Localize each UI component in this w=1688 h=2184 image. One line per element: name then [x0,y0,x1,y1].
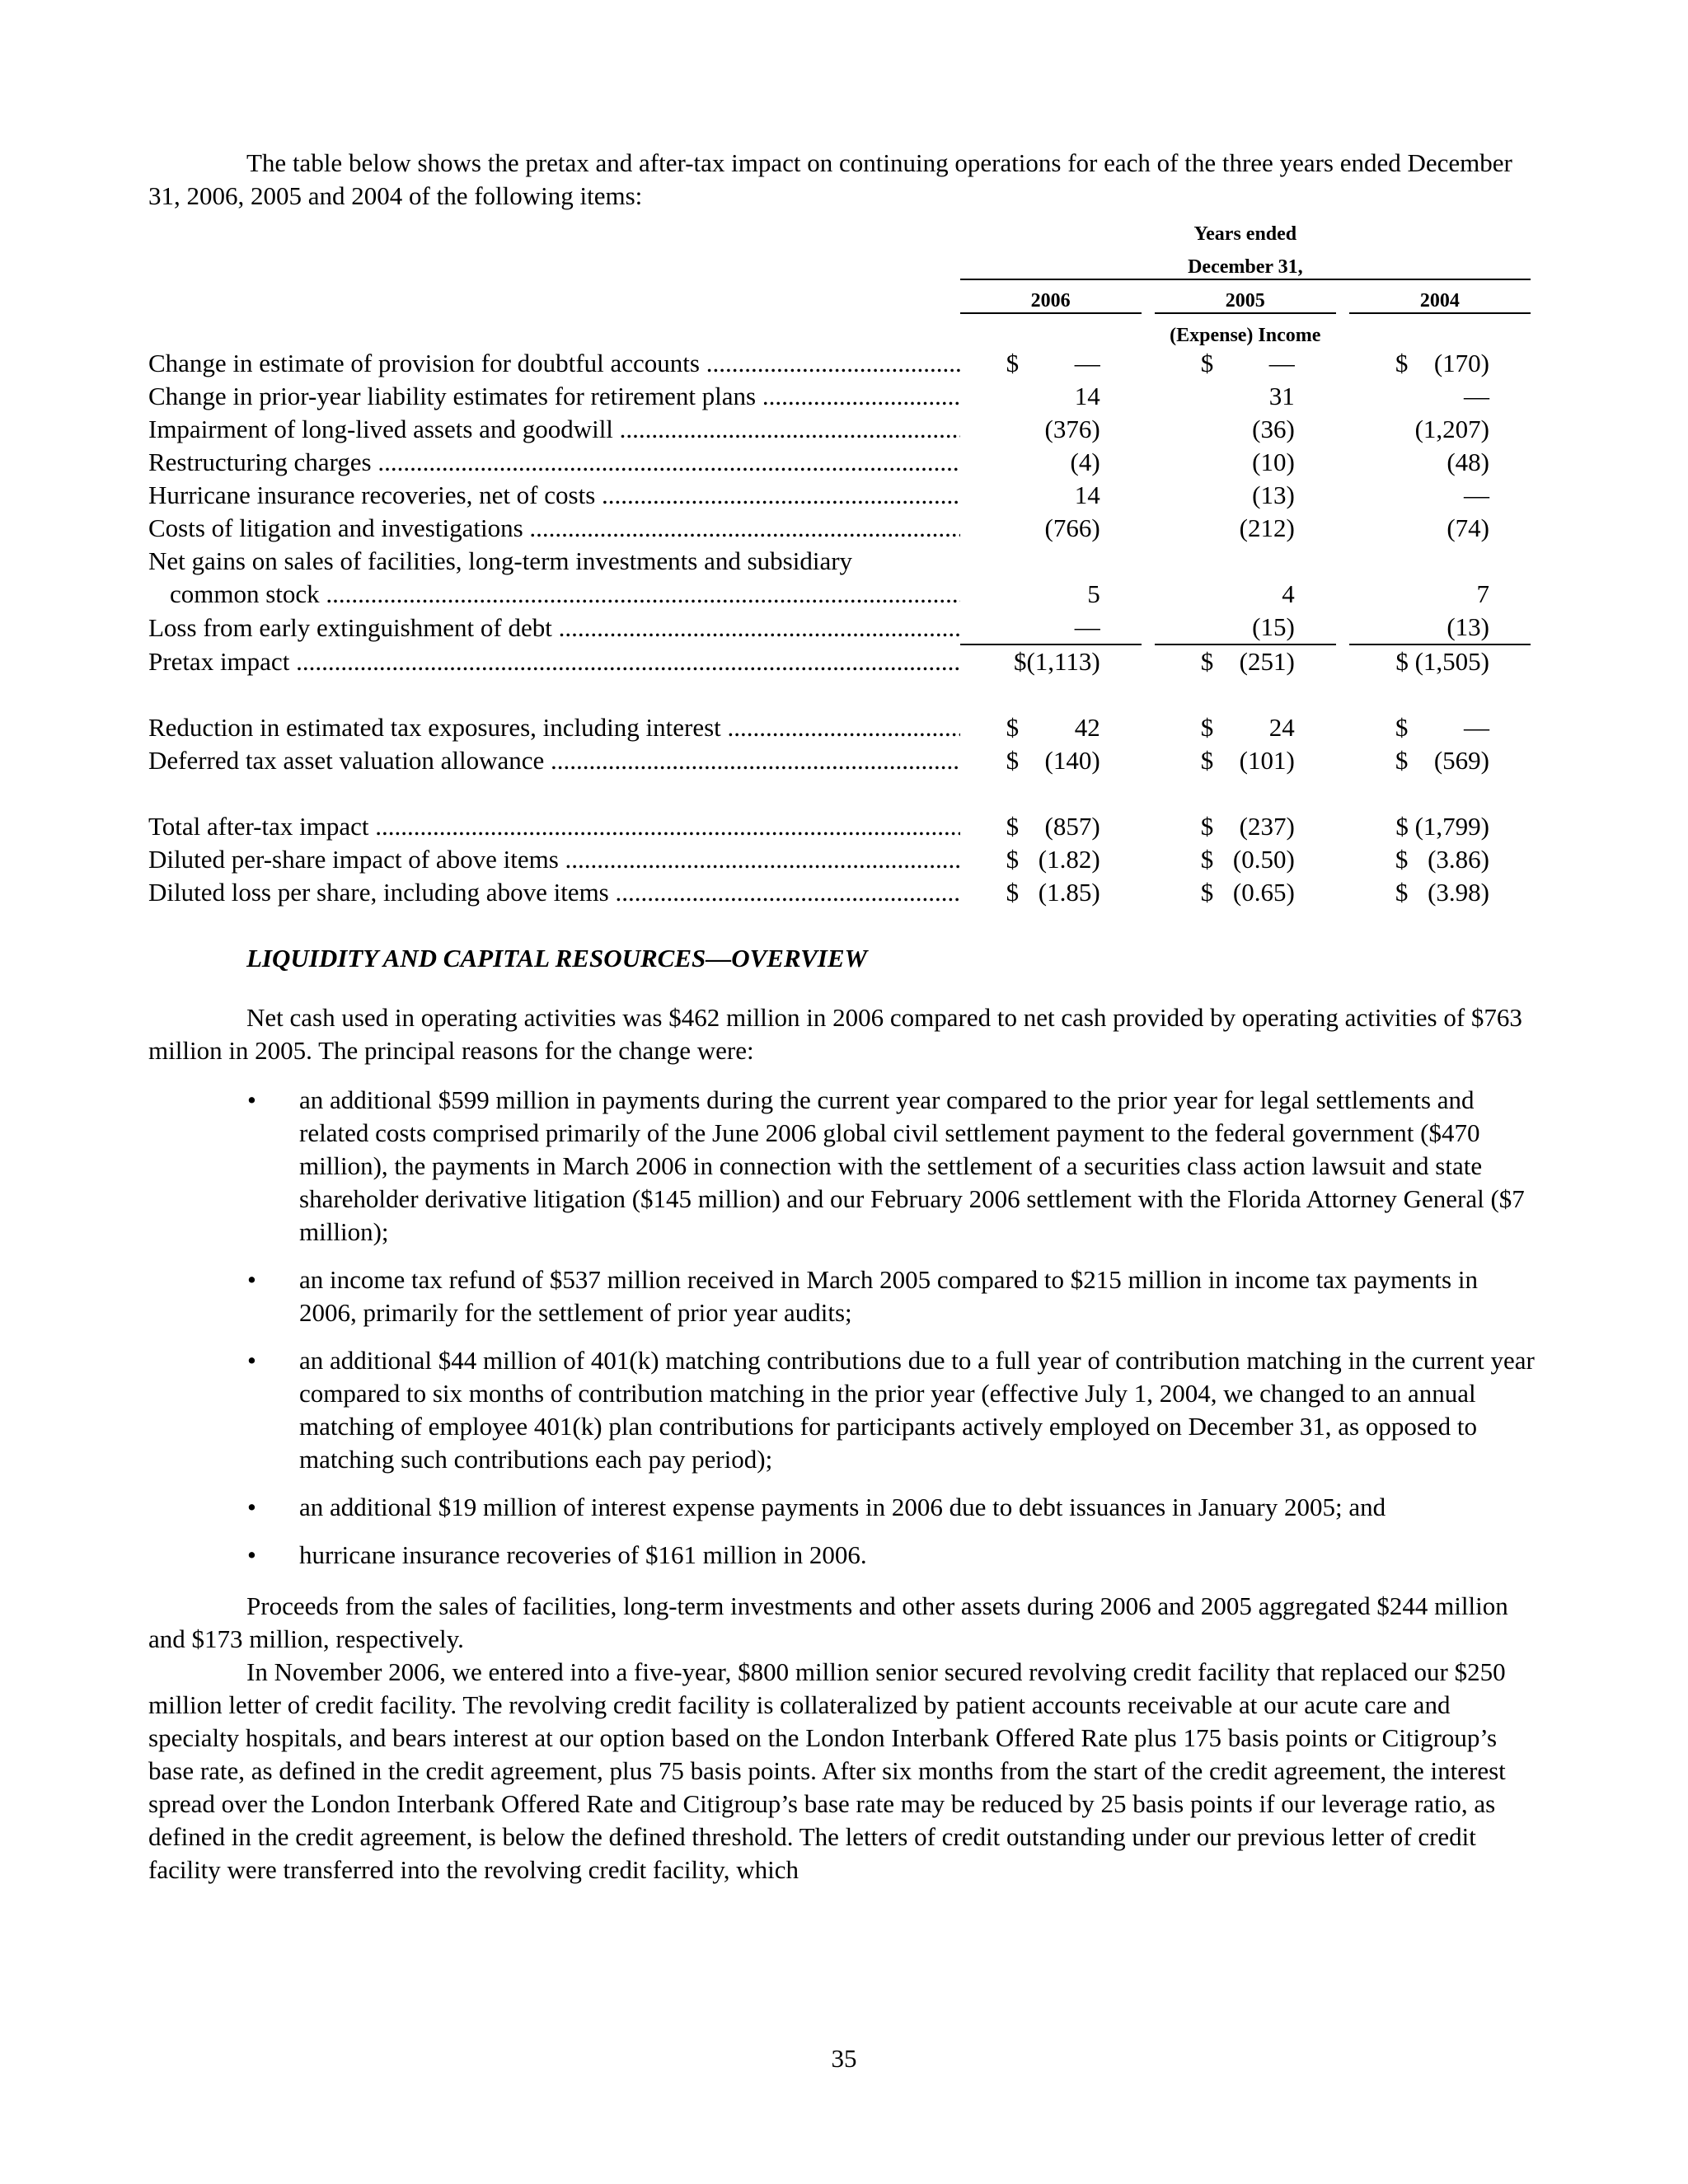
bullet-icon: • [247,1540,256,1569]
value-number: (101) [1239,746,1295,775]
value-number: — [1464,713,1489,742]
value-number: (36) [1252,415,1295,443]
value-number: (376) [1044,415,1100,443]
currency-symbol: $ [1395,746,1409,775]
value-cell [1349,711,1531,744]
row-label [148,711,960,744]
dot-leader [700,349,960,377]
table-row [148,611,1531,644]
row-label-text: Restructuring charges [148,448,372,476]
dot-leader [609,878,960,907]
table-row [148,644,1531,678]
row-label [148,744,960,777]
value-cell [960,843,1142,876]
row-label [148,810,960,843]
list-item-text: an additional $19 million of interest expense payments in 2006 due to debt issuances in January 2005; and [299,1493,1386,1521]
value-cell [960,380,1142,413]
value-cell [1349,512,1531,545]
value-number: 24 [1268,713,1295,742]
row-label-text: Pretax impact [148,647,290,676]
dot-leader [320,579,960,608]
list-item [247,1539,1541,1572]
row-label-text: Impairment of long-lived assets and goodwill [148,415,613,443]
table-row [148,843,1531,876]
dot-leader [756,382,960,410]
row-label [148,512,960,545]
value-cell [1155,810,1336,843]
group-header-line2: December 31, [960,246,1531,279]
value-number: (13) [1447,612,1489,641]
row-label [148,578,960,611]
value-cell [960,711,1142,744]
table-row [148,413,1531,446]
intro-paragraph: The table below shows the pretax and after-tax impact on continuing operations for each of the three years ended December 31, 2006, 2005 and 2004 of the following items: [148,148,1512,210]
document-page [148,147,1541,1886]
year-header: 2005 [1155,279,1336,313]
value-cell [960,578,1142,611]
value-number: (1.82) [1038,845,1100,874]
value-number: (237) [1239,812,1295,841]
value-number: 42 [1074,713,1100,742]
row-label-text: Change in estimate of provision for doubtful accounts [148,349,700,377]
group-header-line1: Years ended [1193,223,1297,245]
value-number: (15) [1252,612,1295,641]
currency-symbol: $ [1200,878,1214,907]
table-row [148,347,1531,380]
bullet-icon: • [247,1265,256,1294]
row-label-line1: Net gains on sales of facilities, long-term investments and subsidiary [148,546,853,575]
value-cell [1155,744,1336,777]
value-number: (857) [1044,812,1100,841]
cash-flow-paragraph: Net cash used in operating activities was $462 million in 2006 compared to net cash provided by operating activities of $763 million in 2005. The principal reasons for the change were: [148,1003,1522,1065]
value-number: (3.86) [1428,845,1489,874]
value-cell [1155,711,1336,744]
value-cell [1155,512,1336,545]
row-label [148,347,960,380]
value-number: (0.65) [1232,878,1295,907]
list-item-text: an income tax refund of $537 million received in March 2005 compared to $215 million in income tax payments in 2006, primarily for the settlement of prior year audits; [299,1265,1478,1327]
value-number: (48) [1447,448,1489,476]
list-item [247,1263,1541,1329]
value-cell [960,810,1142,843]
value-cell [1155,413,1336,446]
currency-symbol: $ [1006,713,1020,742]
reasons-list [148,1084,1541,1572]
value-cell [1349,413,1531,446]
value-number: — [1268,349,1295,377]
row-label [148,843,960,876]
value-number: 14 [1074,480,1100,509]
value-cell [1155,479,1336,512]
dot-leader [368,812,959,841]
value-number: (251) [1239,647,1295,676]
table-row [148,876,1531,909]
value-number: — [1074,349,1100,377]
dot-leader [721,713,960,742]
value-number: (4) [1070,448,1100,476]
bullet-icon: • [247,1493,256,1521]
value-number: — [1464,480,1489,509]
value-number: $ (1,799) [1395,812,1489,841]
value-cell [1349,876,1531,909]
value-number: (170) [1433,349,1489,377]
currency-symbol: $ [1006,746,1020,775]
value-cell [960,644,1142,678]
value-number: — [1464,382,1489,410]
value-number: — [1074,612,1100,641]
value-cell [960,347,1142,380]
value-cell [960,413,1142,446]
credit-facility-paragraph: In November 2006, we entered into a five-year, $800 million senior secured revolving credit facility that replaced our $250 million letter of credit facility. The revolving credit facility is collateralized by patient accounts receivable at our acute care and specialty hospitals, and bears interest at our option based on the London Interbank Offered Rate plus 175 basis points or Citigroup’s base rate, as defined in the credit agreement, plus 75 basis points. After six months from the start of the credit agreement, the interest spread over the London Interbank Offered Rate and Citigroup’s base rate may be reduced by 25 basis points if our leverage ratio, as defined in the credit agreement, is below the defined threshold. The letters of credit outstanding under our previous letter of credit facility were transferred into the revolving credit facility, which [148,1657,1506,1884]
currency-symbol: $ [1006,845,1020,874]
dot-leader [559,845,960,874]
dot-leader [595,480,959,509]
value-cell [960,744,1142,777]
bullet-icon: • [247,1085,256,1114]
value-number: (1.85) [1038,878,1100,907]
row-label [148,380,960,413]
currency-symbol: $ [1395,713,1409,742]
row-label-text: common stock [170,579,320,608]
table-body [148,347,1531,909]
list-item [247,1344,1541,1476]
value-number: (569) [1433,746,1489,775]
year-header: 2006 [960,279,1142,313]
currency-symbol: $ [1200,845,1214,874]
value-cell [1349,479,1531,512]
row-label-text: Change in prior-year liability estimates for retirement plans [148,382,757,410]
row-label-text: Hurricane insurance recoveries, net of costs [148,480,596,509]
value-cell [960,876,1142,909]
table-row [148,744,1531,777]
page-number: 35 [831,2044,857,2073]
value-number: (140) [1044,746,1100,775]
section-title: LIQUIDITY AND CAPITAL RESOURCES—OVERVIEW [246,944,868,972]
value-cell [960,479,1142,512]
currency-symbol: $ [1395,878,1409,907]
currency-symbol: $ [1395,349,1409,377]
year-header: 2004 [1349,279,1531,313]
value-cell [1349,380,1531,413]
table-row [148,380,1531,413]
value-cell [1155,611,1336,644]
row-label [148,611,960,644]
value-cell [1349,347,1531,380]
list-item-text: hurricane insurance recoveries of $161 million in 2006. [299,1540,867,1569]
row-label-text: Reduction in estimated tax exposures, including interest [148,713,721,742]
table-row [148,512,1531,545]
row-label-text: Deferred tax asset valuation allowance [148,746,545,775]
currency-symbol: $ [1006,812,1020,841]
bullet-icon: • [247,1346,256,1375]
row-label [148,876,960,909]
value-cell [1349,744,1531,777]
value-number: (74) [1447,513,1489,542]
list-item [247,1084,1541,1249]
proceeds-paragraph: Proceeds from the sales of facilities, long-term investments and other assets during 2006 and 2005 aggregated $244 million and $173 million, respectively. [148,1591,1508,1653]
value-number: 14 [1074,382,1100,410]
value-number: 31 [1268,382,1295,410]
currency-symbol: $ [1395,845,1409,874]
dot-leader [552,613,960,642]
currency-symbol: $ [1200,746,1214,775]
currency-symbol: $ [1200,812,1214,841]
value-number: (212) [1239,513,1295,542]
value-cell [960,611,1142,644]
row-label-text: Diluted loss per share, including above items [148,878,609,907]
value-cell [1349,578,1531,611]
value-number: (10) [1252,448,1295,476]
row-label [148,446,960,479]
value-number: $ (1,505) [1395,647,1489,676]
currency-symbol: $ [1200,647,1214,676]
currency-symbol: $ [1200,713,1214,742]
row-label-text: Total after-tax impact [148,812,369,841]
row-label-text: Loss from early extinguishment of debt [148,613,552,642]
value-number: 4 [1282,579,1295,608]
value-number: 5 [1087,579,1100,608]
dot-leader [523,513,960,542]
row-label [148,479,960,512]
spacer-row [148,777,1531,810]
row-label [148,644,960,678]
currency-symbol: $ [1006,878,1020,907]
value-cell [1349,611,1531,644]
list-item [247,1491,1541,1524]
value-number: (0.50) [1232,845,1295,874]
value-cell [1155,843,1336,876]
sub-header: (Expense) Income [1170,325,1321,346]
table-row [148,545,1531,578]
dot-leader [289,647,959,676]
dot-leader [544,746,959,775]
list-item-text: an additional $599 million in payments during the current year compared to the prior year for legal settlements and related costs comprised primarily of the June 2006 global civil settlement payment to the federal government ($470 million), the payments in March 2006 in connection with the settlement of a securities class action lawsuit and state shareholder derivative litigation ($145 million) and our February 2006 settlement with the Florida Attorney General ($7 million); [299,1085,1525,1246]
value-number: (3.98) [1428,878,1489,907]
dot-leader [372,448,960,476]
value-number: (766) [1044,513,1100,542]
table-row [148,810,1531,843]
spacer-row [148,678,1531,711]
value-number: (1,207) [1414,415,1489,443]
value-number: 7 [1476,579,1489,608]
value-cell [1155,644,1336,678]
value-cell [960,512,1142,545]
row-label-text: Costs of litigation and investigations [148,513,523,542]
value-cell [960,446,1142,479]
value-cell [1349,446,1531,479]
row-label-text: Diluted per-share impact of above items [148,845,559,874]
table-row [148,479,1531,512]
value-cell [1155,380,1336,413]
table-row [148,446,1531,479]
table-row [148,711,1531,744]
row-label [148,413,960,446]
value-cell [1155,446,1336,479]
value-cell [1349,810,1531,843]
impact-table [148,213,1531,909]
dot-leader [613,415,960,443]
list-item-text: an additional $44 million of 401(k) matching contributions due to a full year of contribution matching in the current year compared to six months of contribution matching in the prior year (effective July 1, 2004, we changed to an annual matching of employee 401(k) plan contributions for participants actively employed on December 31, as opposed to matching such contributions each pay period); [299,1346,1535,1474]
table-row [148,578,1531,611]
value-cell [1349,644,1531,678]
value-cell [1349,843,1531,876]
value-number: $(1,113) [1013,647,1100,676]
currency-symbol: $ [1006,349,1020,377]
value-cell [1155,347,1336,380]
currency-symbol: $ [1200,349,1214,377]
value-cell [1155,876,1336,909]
value-cell [1155,578,1336,611]
value-number: (13) [1252,480,1295,509]
